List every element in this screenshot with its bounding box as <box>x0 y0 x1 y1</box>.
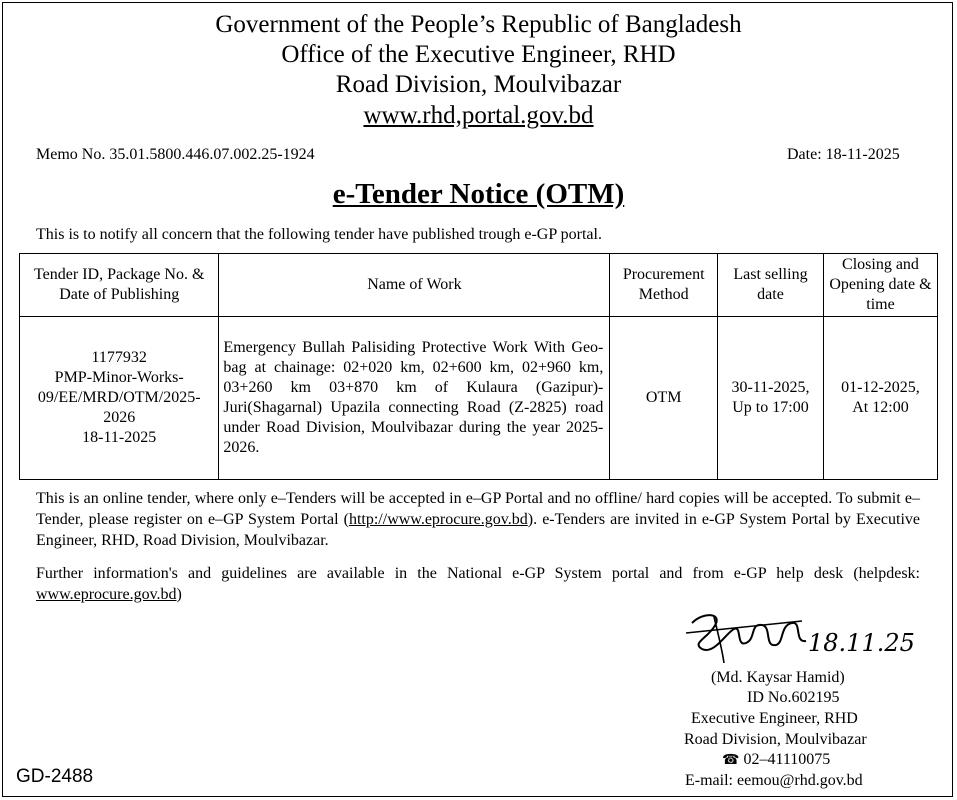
notice-date: Date: 18-11-2025 <box>787 146 900 163</box>
header-last-selling-date: Last selling date <box>718 254 824 317</box>
header-office: Office of the Executive Engineer, RHD <box>281 41 676 68</box>
header-tender-id: Tender ID, Package No. & Date of Publishing <box>20 254 219 317</box>
signatory-id: ID No.602195 <box>747 689 840 706</box>
package-number: PMP-Minor-Works-09/EE/MRD/OTM/2025-2026 <box>37 369 201 426</box>
memo-number: Memo No. 35.01.5800.446.07.002.25-1924 <box>36 146 315 163</box>
header-procurement-method: Procurement Method <box>610 254 718 317</box>
header-government: Government of the People’s Republic of Bangladesh <box>215 11 742 38</box>
header-closing-opening: Closing and Opening date & time <box>823 254 937 317</box>
phone-number: 02–41110075 <box>743 751 831 768</box>
table-header-row <box>20 254 938 317</box>
cell-last-selling <box>718 317 824 480</box>
last-selling-date: 30-11-2025, <box>731 379 810 396</box>
closing-time: At 12:00 <box>852 399 909 416</box>
header-name-of-work: Name of Work <box>219 254 610 317</box>
signatory-designation: Executive Engineer, RHD <box>691 710 858 727</box>
para1-text-b: ). e-Tenders are invited in e-GP System Portal by Executive Engineer, RHD, Road Division, Moulvibazar. <box>36 511 921 549</box>
last-selling-time: Up to 17:00 <box>732 399 809 416</box>
table-row <box>20 317 938 480</box>
cell-closing-opening <box>823 317 937 480</box>
cell-method: OTM <box>610 317 718 480</box>
header-website: www.rhd,portal.gov.bd <box>363 102 594 129</box>
para2-text-b: ) <box>176 586 182 603</box>
notice-title: e-Tender Notice (OTM) <box>332 178 625 210</box>
signature <box>684 603 924 669</box>
online-tender-paragraph <box>36 488 920 551</box>
publishing-date: 18-11-2025 <box>82 429 157 446</box>
para1-text-a: This is an online tender, where only e–Tenders will be accepted in e–GP Portal and no offline/ hard copies will be accepted. To submit e–Tender, please register on e–GP System Portal ( <box>36 490 920 528</box>
ad-code: GD-2488 <box>16 766 94 787</box>
further-info-paragraph <box>36 563 920 605</box>
cell-name-of-work: Emergency Bullah Palisiding Protective Work With Geo-bag at chainage: 02+020 km, 02+600 km, 02+960 km, 03+260 km 03+870 km of Kulaura (Gazipur)-Juri(Shagarnal) Upazila connecting Road (Z-2825) road under Road Division, Moulvibazar during the year 2025-2026. <box>219 317 610 480</box>
closing-date: 01-12-2025, <box>841 379 920 396</box>
signature-date: 18.11.25 <box>808 629 915 657</box>
helpdesk-link[interactable]: www.eprocure.gov.bd <box>36 586 177 603</box>
header-division: Road Division, Moulvibazar <box>335 71 622 98</box>
eprocure-link[interactable]: http://www.eprocure.gov.bd <box>348 511 528 528</box>
signatory-phone <box>722 750 830 770</box>
tender-table <box>19 253 938 480</box>
signatory-name: (Md. Kaysar Hamid) <box>711 669 845 686</box>
phone-icon: ☎ <box>722 752 740 768</box>
tender-id: 1177932 <box>91 349 147 366</box>
signatory-office: Road Division, Moulvibazar <box>684 731 867 748</box>
intro-text: This is to notify all concern that the following tender have published trough e-GP portal. <box>36 226 602 243</box>
signatory-email: E-mail: eemou@rhd.gov.bd <box>685 772 863 789</box>
para2-text-a: Further information's and guidelines are available in the National e-GP System portal and from e-GP help desk (helpdesk: <box>36 565 920 582</box>
cell-tender-id <box>20 317 219 480</box>
